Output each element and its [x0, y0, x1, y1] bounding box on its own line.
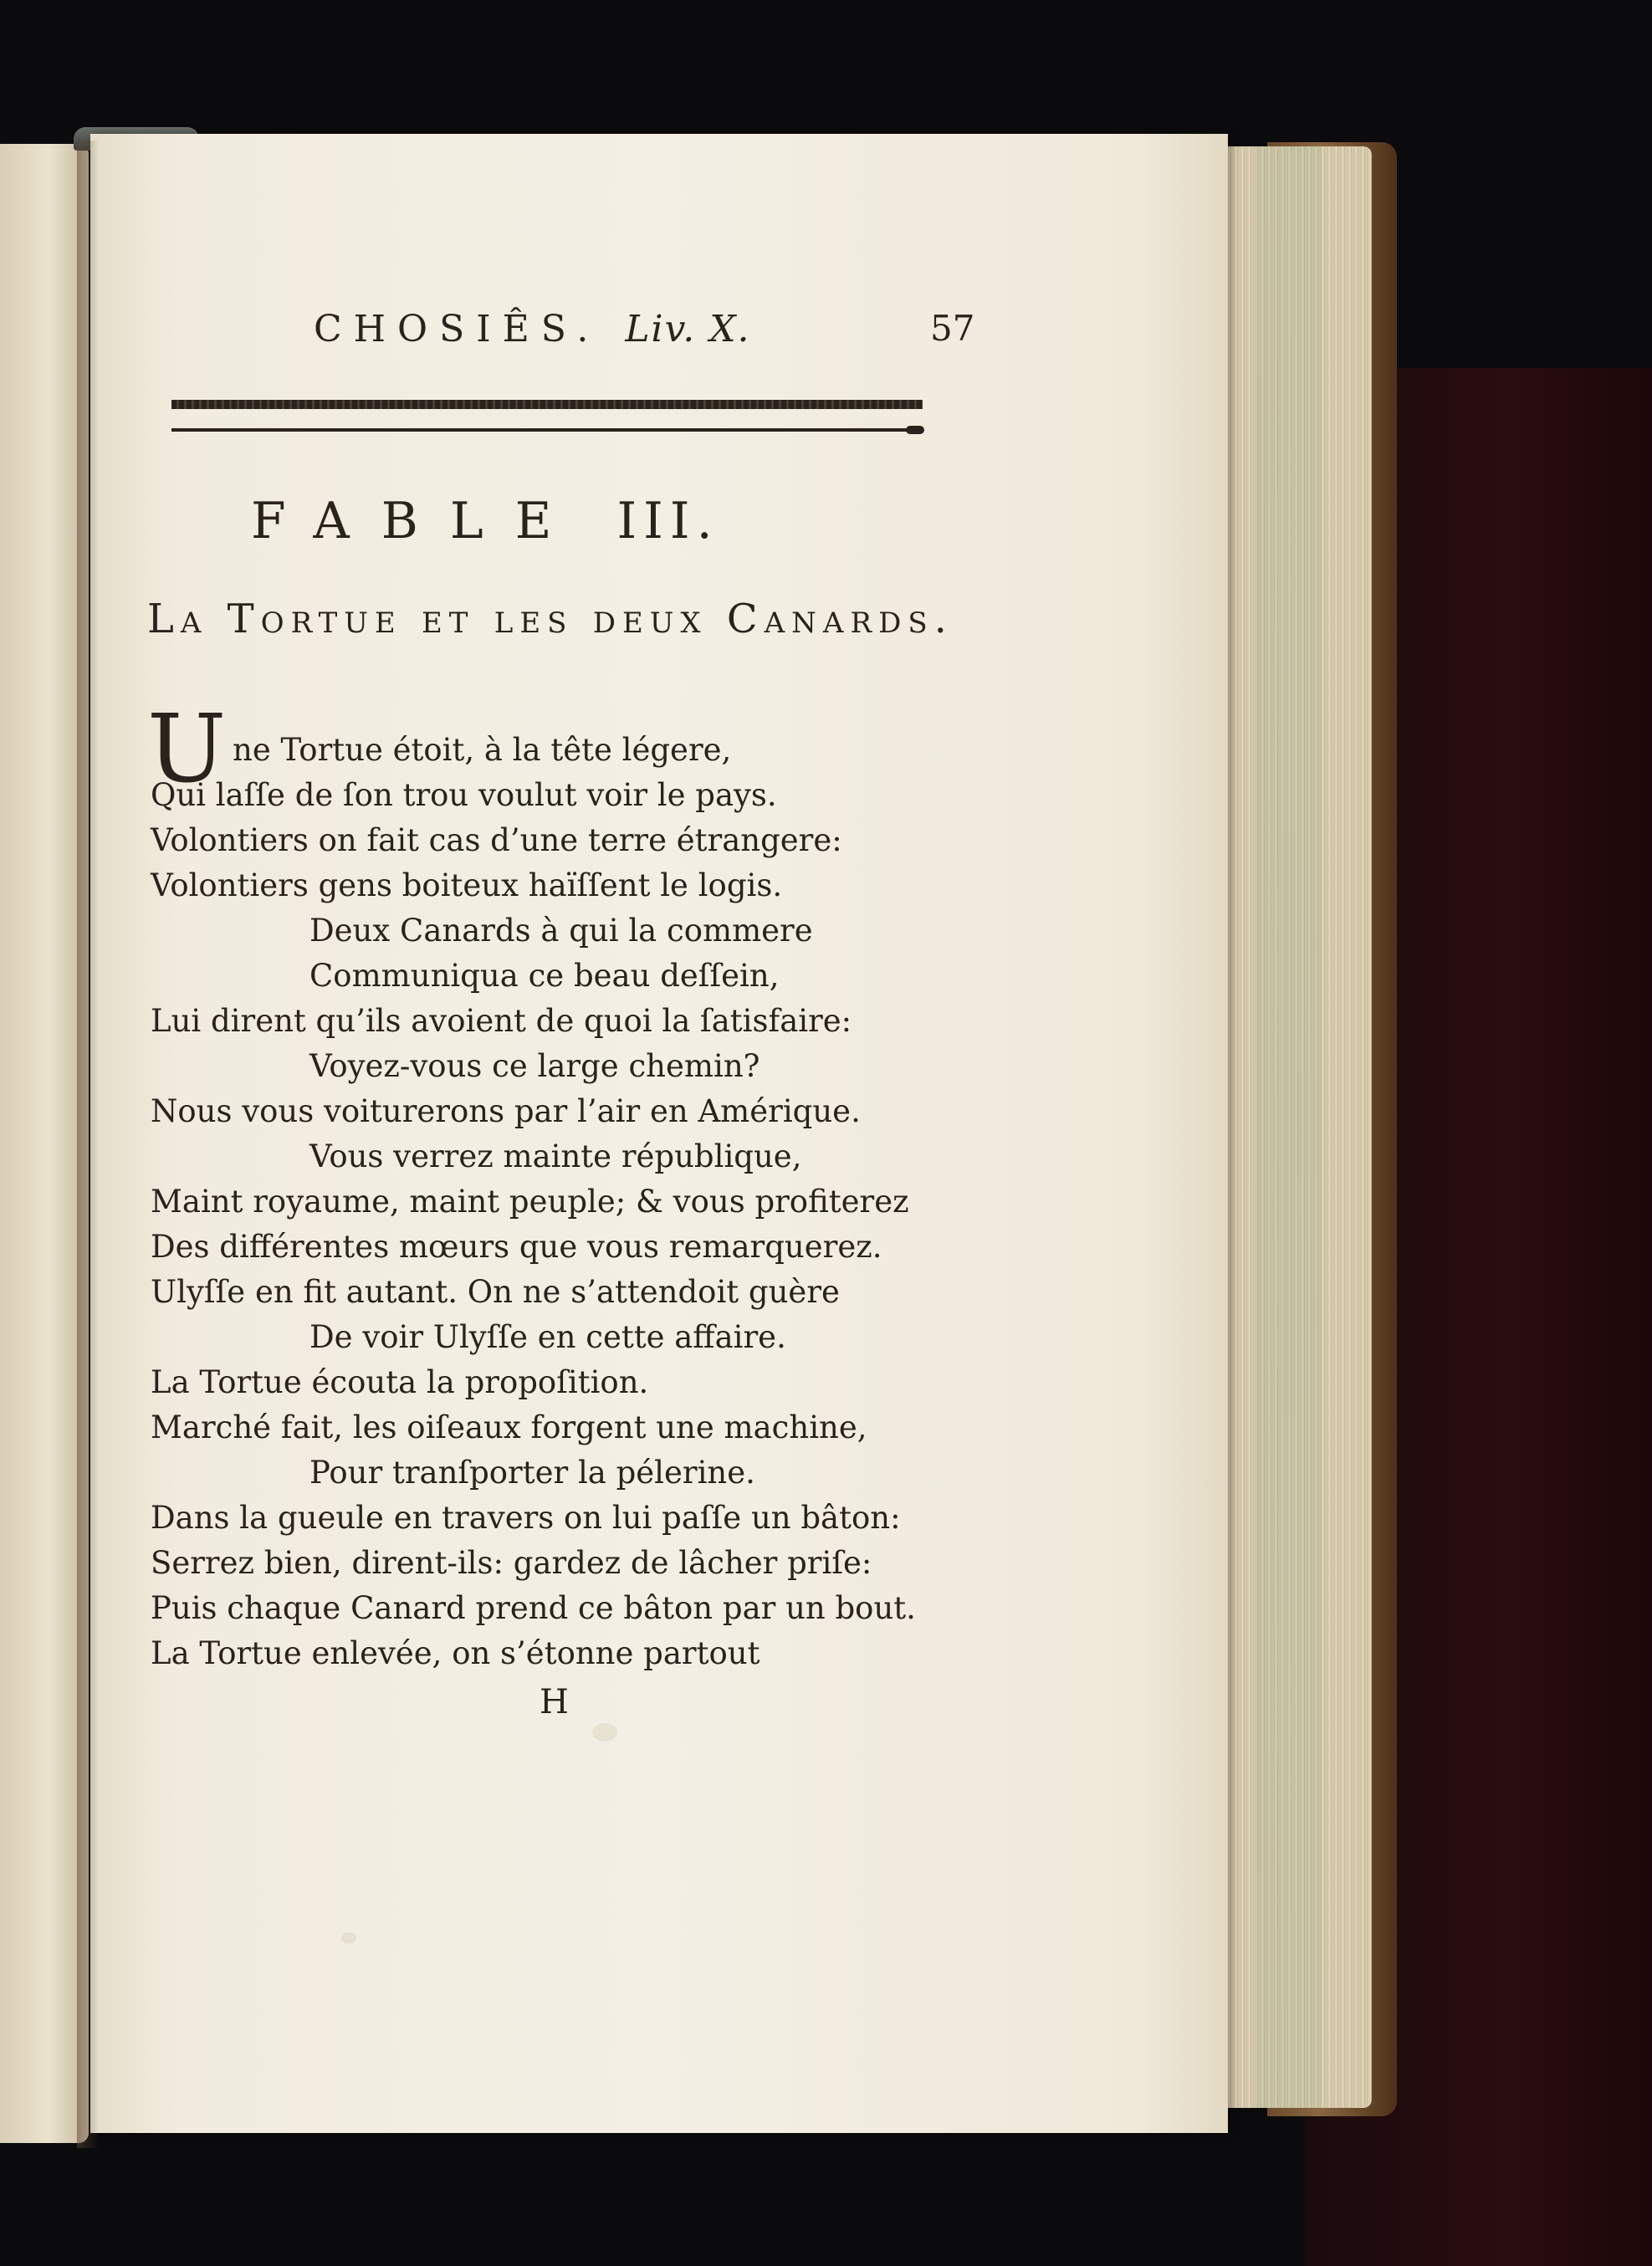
verse-line: Qui laſſe de ſon trou voulut voir le pays.: [151, 777, 777, 813]
running-head: [314, 308, 751, 350]
verse-line: Volontiers gens boiteux haïſſent le logis.: [151, 867, 783, 903]
verse-line: Dans la gueule en travers on lui paſſe un bâton:: [151, 1500, 901, 1536]
ornamental-rule-thin: [171, 428, 923, 432]
page-edge-tint: [1255, 146, 1322, 2108]
left-facing-page: [0, 144, 89, 2143]
fable-heading-word: FABLE: [251, 492, 584, 550]
verse-line: Volontiers on fait cas d’une terre étrangere:: [151, 822, 842, 858]
verse-line: Serrez bien, dirent-ils: gardez de lâcher priſe:: [151, 1545, 872, 1581]
fable-number: III.: [616, 492, 719, 550]
verse-line: Puis chaque Canard prend ce bâton par un bout.: [151, 1590, 916, 1626]
verse-line: De voir Ulyſſe en cette affaire.: [309, 1319, 786, 1355]
verse-line: Marché fait, les oiſeaux forgent une machine,: [151, 1409, 867, 1445]
verse-line: Communiqua ce beau deſſein,: [309, 958, 780, 994]
running-head-book: Liv. X.: [625, 308, 751, 350]
verse-line: Des différentes mœurs que vous remarquerez.: [151, 1229, 882, 1265]
spine-shadow: [77, 141, 99, 2148]
page-foxing: [592, 1723, 617, 1742]
fable-heading: [251, 492, 719, 550]
signature-mark: H: [540, 1683, 569, 1721]
ornamental-rule-thick: [171, 400, 923, 409]
page-foxing: [341, 1932, 356, 1944]
page-number: 57: [930, 308, 975, 349]
verse-line: Lui dirent qu’ils avoient de quoi la ſatisfaire:: [151, 1003, 852, 1039]
verse-line: Pour tranſporter la pélerine.: [309, 1455, 755, 1491]
running-head-title: CHOSIÊS.: [314, 308, 601, 350]
verse-line: ne Tortue étoit, à la tête légere,: [233, 732, 732, 768]
verse-line: La Tortue enlevée, on s’étonne partout: [151, 1635, 760, 1671]
verse-line: Voyez-vous ce large chemin?: [309, 1048, 760, 1084]
verse-line: Maint royaume, maint peuple; & vous profiterez: [151, 1184, 909, 1220]
book-page: [90, 134, 1228, 2133]
verse-line: Nous vous voiturerons par l’air en Amérique.: [151, 1093, 861, 1129]
verse-line: Deux Canards à qui la commere: [309, 913, 813, 949]
fable-subtitle: La Tortue et les deux Canards.: [147, 596, 954, 642]
verse-line: La Tortue écouta la propoſition.: [151, 1364, 649, 1400]
drop-cap: U: [147, 695, 227, 804]
verse-line: Vous verrez mainte république,: [309, 1138, 802, 1174]
verse-line: Ulyſſe en fit autant. On ne s’attendoit guère: [151, 1274, 840, 1310]
